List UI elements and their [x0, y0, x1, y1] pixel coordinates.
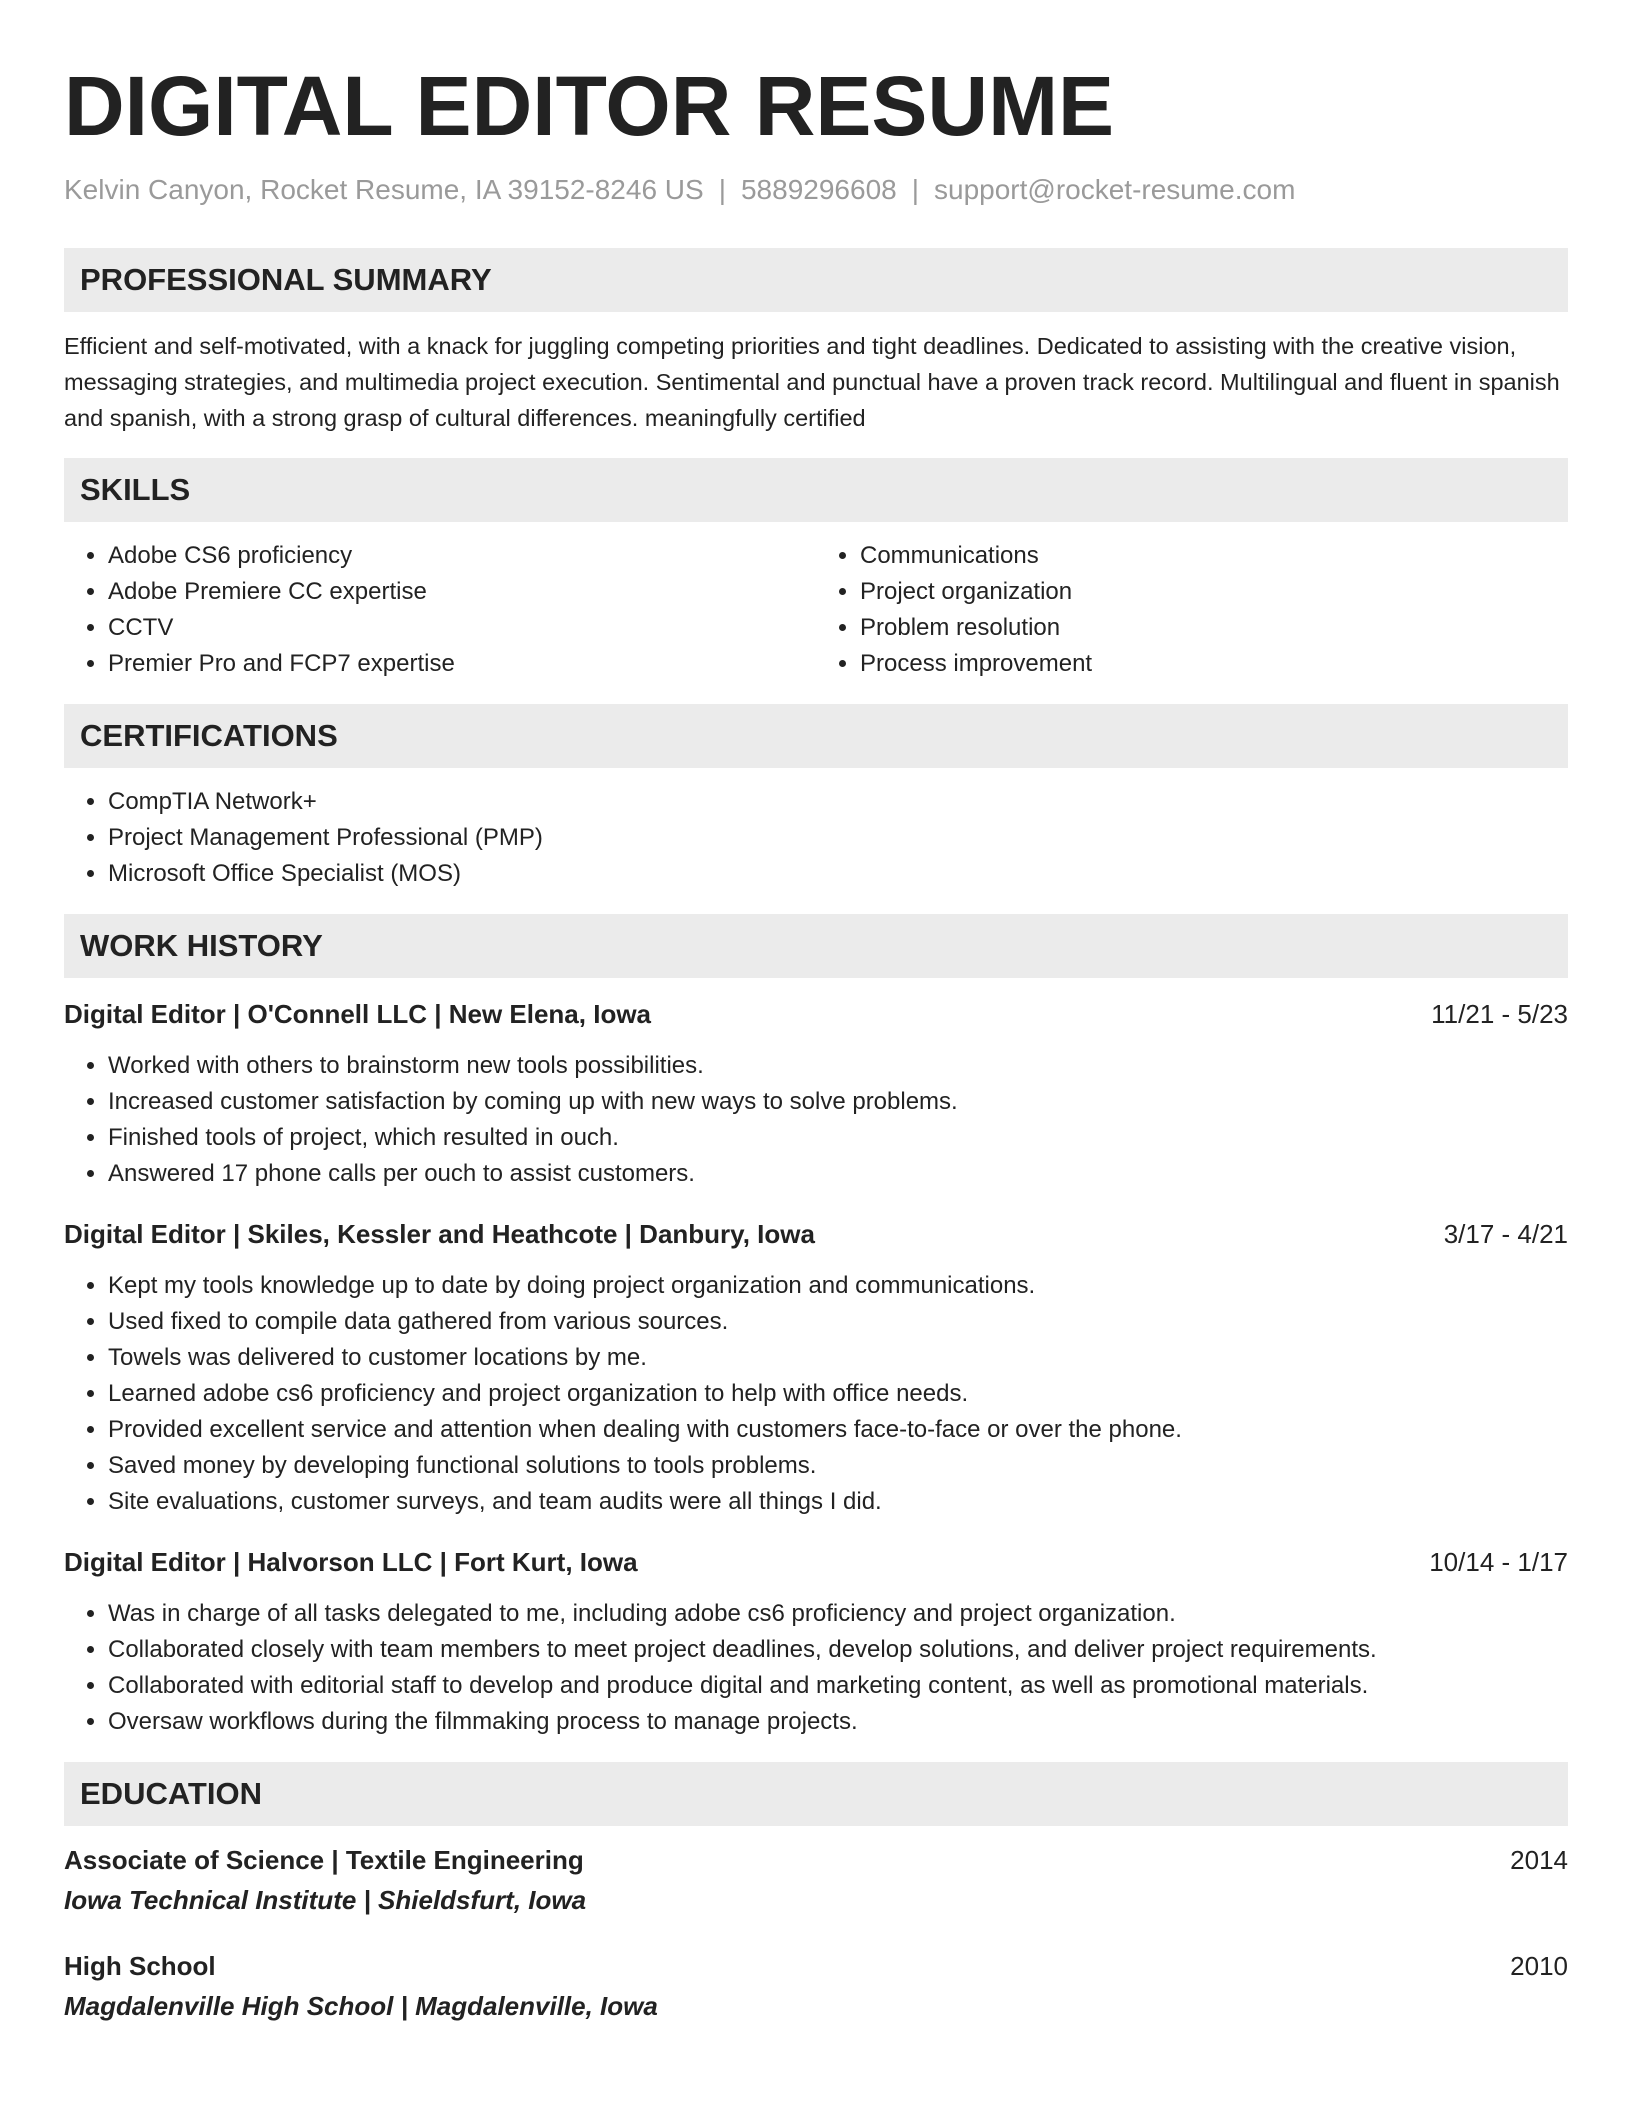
job-header	[64, 1216, 1568, 1252]
skill-item: • Adobe Premiere CC expertise	[108, 574, 816, 610]
section-heading-summary: PROFESSIONAL SUMMARY	[64, 248, 1568, 312]
education-degree: High School	[64, 1951, 216, 1981]
section-heading-work-history: WORK HISTORY	[64, 914, 1568, 978]
job-bullet: • Was in charge of all tasks delegated to me, including adobe cs6 proficiency and project organization.	[108, 1596, 1568, 1632]
job-entry	[64, 996, 1568, 1192]
resume-title: DIGITAL EDITOR RESUME	[64, 59, 1115, 153]
skills-grid	[64, 522, 1568, 682]
education-degree: Associate of Science | Textile Engineering	[64, 1845, 584, 1875]
contact-line	[64, 172, 1568, 208]
job-bullet: • Saved money by developing functional solutions to tools problems.	[108, 1448, 1568, 1484]
job-dates: 3/17 - 4/21	[1443, 1219, 1568, 1249]
certification-item: • Microsoft Office Specialist (MOS)	[108, 856, 1568, 892]
job-bullet: • Kept my tools knowledge up to date by doing project organization and communications.	[108, 1268, 1568, 1304]
job-header	[64, 996, 1568, 1032]
job-bullet-list	[64, 1268, 1568, 1520]
certification-item: • CompTIA Network+	[108, 784, 1568, 820]
section-heading-certifications: CERTIFICATIONS	[64, 704, 1568, 768]
skill-item: • Premier Pro and FCP7 expertise	[108, 646, 816, 682]
section-heading-skills: SKILLS	[64, 458, 1568, 522]
job-entry	[64, 1544, 1568, 1740]
contact-separator: |	[718, 174, 726, 205]
section-heading-education: EDUCATION	[64, 1762, 1568, 1826]
job-bullet: • Towels was delivered to customer locations by me.	[108, 1340, 1568, 1376]
skill-item: • Communications	[860, 538, 1568, 574]
job-bullet: • Oversaw workflows during the filmmaking process to manage projects.	[108, 1704, 1568, 1740]
job-dates: 11/21 - 5/23	[1431, 999, 1568, 1029]
education-year: 2014	[1510, 1845, 1568, 1875]
job-bullet: • Used fixed to compile data gathered from various sources.	[108, 1304, 1568, 1340]
summary-text: Efficient and self-motivated, with a knack for juggling competing priorities and tight deadlines. Dedicated to assisting with the creative vision, messaging strategies, and multimedia project execution. Sentimental and punctual have a proven track record. Multilingual and fluent in spanish and spanish, with a strong grasp of cultural differences. meaningfully certified	[64, 333, 1560, 431]
certifications-list	[64, 784, 1568, 892]
job-bullet: • Answered 17 phone calls per ouch to assist customers.	[108, 1156, 1568, 1192]
contact-phone: 5889296608	[740, 174, 897, 205]
job-entry	[64, 1216, 1568, 1520]
contact-address: Kelvin Canyon, Rocket Resume, IA 39152-8246 US	[64, 174, 704, 205]
job-bullet: • Worked with others to brainstorm new tools possibilities.	[108, 1048, 1568, 1084]
skills-list-right	[816, 538, 1568, 682]
job-dates: 10/14 - 1/17	[1429, 1547, 1568, 1577]
skills-list-left	[64, 538, 816, 682]
education-entry	[64, 1842, 1568, 1918]
education-year: 2010	[1510, 1951, 1568, 1981]
contact-email: support@rocket-resume.com	[934, 174, 1296, 205]
skill-item: • Process improvement	[860, 646, 1568, 682]
education-school: Magdalenville High School | Magdalenville, Iowa	[64, 1991, 658, 2021]
education-entry	[64, 1948, 1568, 2024]
job-bullet: • Site evaluations, customer surveys, and team audits were all things I did.	[108, 1484, 1568, 1520]
skill-item: • CCTV	[108, 610, 816, 646]
job-bullet: • Finished tools of project, which resulted in ouch.	[108, 1120, 1568, 1156]
job-header	[64, 1544, 1568, 1580]
contact-separator: |	[911, 174, 919, 205]
job-bullet: • Collaborated closely with team members to meet project deadlines, develop solutions, and deliver project requirements.	[108, 1632, 1568, 1668]
job-title: Digital Editor | Halvorson LLC | Fort Kurt, Iowa	[64, 1547, 638, 1577]
education-header	[64, 1948, 1568, 1984]
job-bullet: • Provided excellent service and attention when dealing with customers face-to-face or over the phone.	[108, 1412, 1568, 1448]
skills-column-left	[64, 522, 816, 682]
job-bullet-list	[64, 1048, 1568, 1192]
job-title: Digital Editor | O'Connell LLC | New Elena, Iowa	[64, 999, 652, 1029]
job-bullet: • Increased customer satisfaction by coming up with new ways to solve problems.	[108, 1084, 1568, 1120]
skill-item: • Problem resolution	[860, 610, 1568, 646]
job-bullet: • Collaborated with editorial staff to develop and produce digital and marketing content, as well as promotional materials.	[108, 1668, 1568, 1704]
skills-column-right	[816, 522, 1568, 682]
education-header	[64, 1842, 1568, 1878]
education-school: Iowa Technical Institute | Shieldsfurt, Iowa	[64, 1885, 587, 1915]
job-bullet: • Learned adobe cs6 proficiency and project organization to help with office needs.	[108, 1376, 1568, 1412]
job-bullet-list	[64, 1596, 1568, 1740]
certification-item: • Project Management Professional (PMP)	[108, 820, 1568, 856]
job-title: Digital Editor | Skiles, Kessler and Heathcote | Danbury, Iowa	[64, 1219, 815, 1249]
skill-item: • Adobe CS6 proficiency	[108, 538, 816, 574]
skill-item: • Project organization	[860, 574, 1568, 610]
